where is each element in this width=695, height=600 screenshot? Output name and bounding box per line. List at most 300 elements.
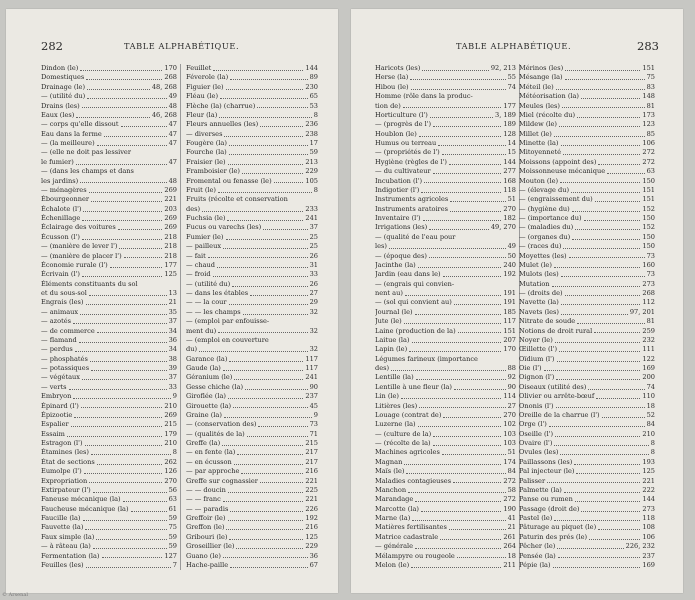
entry-page-ref: 17 — [309, 139, 318, 147]
entry-page-ref: 215 — [164, 420, 177, 429]
entry-term: Expropriation — [41, 476, 88, 485]
entry-page-ref: 114 — [503, 392, 516, 401]
index-entry — [186, 448, 318, 457]
dot-leader — [236, 547, 303, 549]
dot-leader — [561, 303, 641, 305]
index-entry — [375, 148, 516, 157]
index-entry — [519, 373, 655, 382]
entry-page-ref: 169 — [642, 560, 655, 569]
entry-page-ref: 170 — [503, 345, 516, 354]
entry-term: Étamines (les) — [41, 448, 89, 457]
index-column-2 — [186, 64, 318, 570]
dot-leader — [418, 425, 502, 427]
entry-page-ref: 37 — [309, 223, 318, 232]
index-entry — [41, 336, 177, 345]
entry-term: Matrice cadastrale — [375, 532, 439, 541]
entry-term: — (utilité du) — [41, 92, 86, 101]
entry-page-ref: 73 — [646, 270, 655, 279]
index-entry — [375, 64, 516, 73]
entry-term: des) — [186, 204, 201, 213]
entry-page-ref: 273 — [642, 279, 655, 288]
entry-page-ref: 106 — [642, 139, 655, 147]
dot-leader — [440, 538, 501, 540]
dot-leader — [90, 360, 167, 362]
index-entry — [41, 505, 177, 514]
entry-page-ref: 49, 270 — [490, 223, 516, 232]
dot-leader — [424, 181, 501, 183]
entry-page-ref: 8 — [172, 448, 177, 457]
footer-mark: © Arsenal — [2, 592, 28, 598]
index-entry — [186, 392, 318, 401]
index-entry — [41, 383, 177, 392]
entry-term: Fleur (la) — [186, 110, 218, 119]
dot-leader — [569, 256, 645, 258]
entry-page-ref: 89 — [309, 73, 318, 82]
entry-term: Flèche (la) (charrue) — [186, 101, 256, 110]
entry-page-ref: 150 — [642, 176, 655, 185]
entry-term: Marne (la) — [375, 514, 411, 522]
entry-page-ref: 272 — [503, 495, 516, 504]
dot-leader — [73, 397, 170, 399]
index-entry — [41, 148, 177, 157]
dot-leader — [229, 144, 308, 146]
index-entry — [375, 448, 516, 457]
entry-page-ref: 191 — [503, 289, 516, 297]
dot-leader — [411, 88, 506, 90]
entry-page-ref: 177 — [503, 101, 516, 110]
entry-term: Pâturage au piquet (le) — [519, 523, 597, 532]
index-entry — [519, 317, 655, 326]
dot-leader — [552, 285, 641, 287]
dot-leader — [119, 247, 162, 249]
index-entry — [519, 83, 655, 92]
index-entry — [41, 514, 177, 523]
entry-term: — de commerce — [41, 326, 95, 335]
entry-page-ref: 272 — [642, 157, 655, 166]
index-entry — [375, 467, 516, 476]
dot-leader — [564, 491, 641, 493]
entry-page-ref: 221 — [305, 495, 318, 504]
entry-page-ref: 59 — [309, 148, 318, 157]
entry-term: — (engrais qui convien- — [375, 279, 455, 288]
index-entry — [186, 542, 318, 551]
entry-page-ref: 210 — [164, 401, 177, 410]
entry-page-ref: 269 — [164, 410, 177, 419]
dot-leader — [433, 435, 501, 437]
index-entry — [519, 120, 655, 129]
entry-term: — chaud — [186, 260, 216, 269]
entry-page-ref: 92, 213 — [490, 64, 516, 72]
page-number: 282 — [41, 39, 63, 53]
index-entry — [41, 402, 177, 411]
entry-term: Dindon (le) — [41, 64, 79, 72]
index-entry — [41, 111, 177, 120]
entry-term: — — franc — [186, 495, 221, 504]
page-title: TABLE ALPHABÉTIQUE. — [124, 41, 240, 51]
entry-page-ref: 150 — [642, 242, 655, 251]
entry-term: Meules (les) — [519, 101, 560, 110]
dot-leader — [588, 388, 644, 390]
entry-page-ref: 269 — [164, 214, 177, 222]
dot-leader — [457, 556, 506, 558]
dot-leader — [80, 313, 166, 315]
entry-term: Machines agricoles — [375, 448, 440, 457]
dot-leader — [93, 547, 167, 549]
dot-leader — [230, 510, 303, 512]
entry-term: Magnan — [375, 457, 403, 466]
dot-leader — [438, 144, 505, 146]
index-entry — [186, 467, 318, 476]
entry-page-ref: 272 — [503, 476, 516, 485]
entry-page-ref: 92 — [507, 373, 516, 382]
entry-page-ref: 52 — [646, 410, 655, 419]
entry-term: Miel (récolte du) — [519, 110, 576, 119]
entry-term: Féverole (la) — [186, 73, 229, 82]
dot-leader — [559, 125, 640, 127]
entry-term: — potassiques — [41, 364, 90, 372]
index-entry — [519, 111, 655, 120]
entry-page-ref: 211 — [503, 560, 516, 569]
index-entry — [375, 514, 516, 523]
index-entry — [519, 542, 655, 551]
dot-leader — [581, 510, 640, 512]
index-entry — [519, 186, 655, 195]
dot-leader — [555, 341, 641, 343]
dot-leader — [118, 228, 163, 230]
dot-leader — [91, 200, 162, 202]
dot-leader — [561, 275, 645, 277]
dot-leader — [82, 106, 167, 108]
index-entry — [519, 102, 655, 111]
index-entry — [186, 289, 318, 298]
entry-page-ref: 56 — [168, 485, 177, 494]
index-entry — [186, 308, 318, 317]
dot-leader — [91, 369, 167, 371]
entry-term: Légumes farineux (importance — [375, 354, 478, 363]
entry-term: Mulots (les) — [519, 270, 559, 279]
entry-term: — (la meilleure) — [41, 139, 95, 147]
entry-term: — — la cour — [186, 298, 227, 307]
entry-page-ref: 241 — [305, 214, 318, 222]
dot-leader — [223, 247, 308, 249]
dot-leader — [97, 144, 167, 146]
index-entry — [41, 542, 177, 551]
dot-leader — [232, 285, 307, 287]
dot-leader — [443, 275, 502, 277]
dot-leader — [82, 275, 162, 277]
entry-page-ref: 88 — [507, 364, 516, 372]
entry-page-ref: 9 — [172, 392, 177, 401]
entry-page-ref: 216 — [305, 523, 318, 532]
entry-term: Mitoyenneté — [519, 148, 562, 157]
index-entry — [41, 252, 177, 261]
dot-leader — [415, 313, 502, 315]
entry-term: — — doucin — [186, 485, 226, 494]
entry-page-ref: 240 — [503, 260, 516, 269]
index-entry — [375, 392, 516, 401]
index-entry — [186, 195, 318, 204]
entry-term: Maladies contagieuses — [375, 476, 452, 485]
index-entry — [519, 486, 655, 495]
index-entry — [519, 158, 655, 167]
entry-term: Mérinos (les) — [519, 64, 564, 72]
entry-term: Oie (l') — [519, 364, 542, 372]
entry-term: Faucille (la) — [41, 514, 81, 522]
entry-term: Fromental ou fenasse (le) — [186, 176, 272, 185]
entry-page-ref: 48 — [168, 176, 177, 185]
dot-leader — [97, 331, 167, 333]
dot-leader — [557, 360, 641, 362]
entry-page-ref: 169 — [642, 364, 655, 372]
index-entry — [519, 552, 655, 561]
entry-term: Gribouri (le) — [186, 532, 228, 541]
entry-term: tion de) — [375, 101, 401, 110]
dot-leader — [250, 294, 307, 296]
dot-leader — [556, 378, 640, 380]
entry-term: — générale — [375, 542, 414, 551]
index-column-2 — [519, 64, 655, 570]
dot-leader — [213, 69, 303, 71]
index-entry — [519, 561, 655, 570]
entry-term: Manchon — [375, 485, 407, 494]
entry-page-ref: 237 — [642, 551, 655, 560]
index-entry — [41, 448, 177, 457]
entry-term: — (elle ne doit pas lessiver — [41, 148, 131, 157]
entry-term: Feuilles (les) — [41, 560, 84, 569]
entry-term: Écusson (l') — [41, 232, 80, 241]
dot-leader — [230, 78, 307, 80]
entry-page-ref: 144 — [642, 495, 655, 504]
entry-term: Notions de droit rural — [519, 326, 593, 335]
index-entry — [375, 552, 516, 561]
index-entry — [375, 364, 516, 373]
index-entry — [519, 514, 655, 523]
index-entry — [375, 486, 516, 495]
dot-leader — [217, 266, 308, 268]
entry-page-ref: 233 — [305, 204, 318, 213]
entry-term: — végétaux — [41, 373, 80, 382]
entry-page-ref: 151 — [642, 64, 655, 72]
index-entry — [186, 439, 318, 448]
entry-term: Homme (rôle dans la produc- — [375, 92, 473, 101]
entry-page-ref: 59 — [168, 542, 177, 551]
index-entry — [41, 261, 177, 270]
index-entry — [519, 411, 655, 420]
entry-term: le fumier) — [41, 157, 74, 166]
dot-leader — [83, 519, 167, 521]
dot-leader — [82, 378, 167, 380]
dot-leader — [453, 481, 501, 483]
entry-term: Giroflée (la) — [186, 392, 226, 401]
dot-leader — [450, 210, 501, 212]
entry-page-ref: 241 — [305, 373, 318, 382]
entry-page-ref: 84 — [646, 420, 655, 429]
index-entry — [519, 345, 655, 354]
entry-term: Fauvette (la) — [41, 523, 84, 532]
index-entry — [41, 233, 177, 242]
dot-leader — [403, 106, 502, 108]
entry-page-ref: 125 — [164, 270, 177, 279]
entry-page-ref: 273 — [642, 504, 655, 513]
dot-leader — [454, 303, 502, 305]
index-entry — [519, 167, 655, 176]
index-entry — [186, 102, 318, 111]
entry-term: Moyettes (les) — [519, 251, 567, 260]
entry-page-ref: 122 — [642, 354, 655, 363]
entry-term: — (qualités de la) — [186, 429, 245, 438]
entry-page-ref: 27 — [309, 289, 318, 297]
entry-term: Herse (la) — [375, 73, 409, 82]
entry-page-ref: 105 — [305, 176, 318, 185]
index-entry — [41, 92, 177, 101]
page-number: 283 — [637, 39, 659, 53]
dot-leader — [91, 453, 171, 455]
dot-leader — [228, 397, 303, 399]
entry-term: Houblon (le) — [375, 129, 417, 138]
dot-leader — [433, 172, 502, 174]
dot-leader — [245, 388, 308, 390]
index-entry — [186, 505, 318, 514]
index-entry — [375, 261, 516, 270]
entry-term: et du sous-sol — [41, 289, 87, 297]
page-title: TABLE ALPHABÉTIQUE. — [456, 41, 572, 51]
entry-page-ref: 210 — [164, 439, 177, 447]
entry-term: Estragon (l') — [41, 439, 83, 447]
index-entry — [375, 92, 516, 101]
dot-leader — [80, 69, 162, 71]
entry-term: Pensée (la) — [519, 551, 556, 560]
entry-term: Œillette (l') — [519, 345, 558, 354]
dot-leader — [560, 181, 640, 183]
entry-term: Engrais (les) — [41, 298, 84, 307]
dot-leader — [559, 350, 640, 352]
entry-term: Litières (les) — [375, 401, 418, 410]
index-entry — [375, 280, 516, 289]
entry-term: — (utilité du) — [186, 279, 231, 288]
entry-page-ref: 190 — [503, 504, 516, 513]
dot-leader — [594, 331, 640, 333]
index-entry — [375, 177, 516, 186]
entry-term: — (races du) — [519, 242, 562, 251]
entry-term: Marcotte (la) — [375, 504, 419, 513]
dot-leader — [391, 369, 506, 371]
entry-page-ref: 268 — [642, 289, 655, 297]
entry-page-ref: 84 — [507, 467, 516, 476]
entry-term: Drains (les) — [41, 101, 80, 110]
index-entry — [519, 139, 655, 148]
dot-leader — [412, 519, 505, 521]
dot-leader — [121, 125, 167, 127]
dot-leader — [228, 519, 304, 521]
index-entry — [375, 495, 516, 504]
dot-leader — [208, 256, 308, 258]
dot-leader — [554, 519, 640, 521]
dot-leader — [227, 219, 303, 221]
entry-page-ref: 200 — [642, 373, 655, 382]
entry-term: Épizootie — [41, 410, 73, 419]
entry-page-ref: 191 — [503, 298, 516, 307]
entry-term: — verts — [41, 382, 67, 391]
index-entry — [519, 439, 655, 448]
entry-term: Navette (la) — [519, 298, 559, 307]
entry-term: — (époque des) — [375, 251, 427, 260]
entry-page-ref: 75 — [646, 73, 655, 82]
entry-page-ref: 268 — [164, 73, 177, 82]
index-entry — [375, 355, 516, 364]
index-entry — [519, 495, 655, 504]
entry-term: Indigotier (l') — [375, 185, 420, 194]
dot-leader — [561, 144, 641, 146]
entry-term: Mouton (le) — [519, 176, 559, 185]
index-entry — [186, 205, 318, 214]
entry-page-ref: 25 — [309, 232, 318, 241]
dot-leader — [607, 172, 645, 174]
entry-page-ref: 168 — [503, 176, 516, 185]
entry-page-ref: 144 — [305, 64, 318, 72]
entry-term: — (dans les champs et dans — [41, 167, 134, 176]
entry-page-ref: 189 — [503, 120, 516, 129]
entry-term: — (culture de la) — [375, 429, 432, 438]
index-entry — [186, 486, 318, 495]
entry-term: Groseillier (le) — [186, 542, 235, 551]
index-entry — [519, 458, 655, 467]
entry-term: — flamand — [41, 335, 77, 344]
index-entry — [519, 533, 655, 542]
index-entry — [41, 355, 177, 364]
dot-leader — [412, 341, 502, 343]
entry-page-ref: 21 — [168, 298, 177, 307]
entry-page-ref: 213 — [305, 157, 318, 166]
dot-leader — [67, 435, 163, 437]
dot-leader — [202, 210, 303, 212]
entry-term: Navets (les) — [519, 307, 559, 316]
index-column-1 — [41, 64, 177, 570]
dot-leader — [85, 528, 166, 530]
dot-leader — [76, 163, 167, 165]
entry-page-ref: 47 — [168, 157, 177, 166]
entry-term: — froid — [186, 270, 211, 279]
index-entry — [519, 308, 655, 317]
entry-page-ref: 210 — [642, 429, 655, 438]
dot-leader — [229, 303, 308, 305]
entry-term: Moissons (appoint des) — [519, 157, 597, 166]
entry-term: — du cultivateur — [375, 167, 431, 176]
entry-page-ref: 152 — [642, 223, 655, 232]
dot-leader — [389, 247, 506, 249]
index-entry — [186, 523, 318, 532]
dot-leader — [454, 388, 506, 390]
entry-page-ref: 110 — [642, 392, 655, 401]
index-entry — [186, 336, 318, 345]
dot-leader — [553, 566, 641, 568]
entry-term: Fourche (la) — [186, 148, 227, 157]
entry-page-ref: 18 — [507, 551, 516, 560]
entry-page-ref: 35 — [168, 307, 177, 316]
entry-page-ref: 117 — [503, 317, 516, 326]
index-entry — [375, 214, 516, 223]
index-entry — [375, 542, 516, 551]
index-entry — [186, 364, 318, 373]
entry-term: Méteil (le) — [519, 82, 554, 91]
dot-leader — [401, 397, 501, 399]
index-entry — [519, 505, 655, 514]
dot-leader — [80, 181, 166, 183]
index-entry — [375, 336, 516, 345]
dot-leader — [598, 528, 640, 530]
entry-page-ref: 46, 268 — [151, 110, 177, 119]
dot-leader — [404, 463, 501, 465]
entry-page-ref: 31 — [309, 260, 318, 269]
